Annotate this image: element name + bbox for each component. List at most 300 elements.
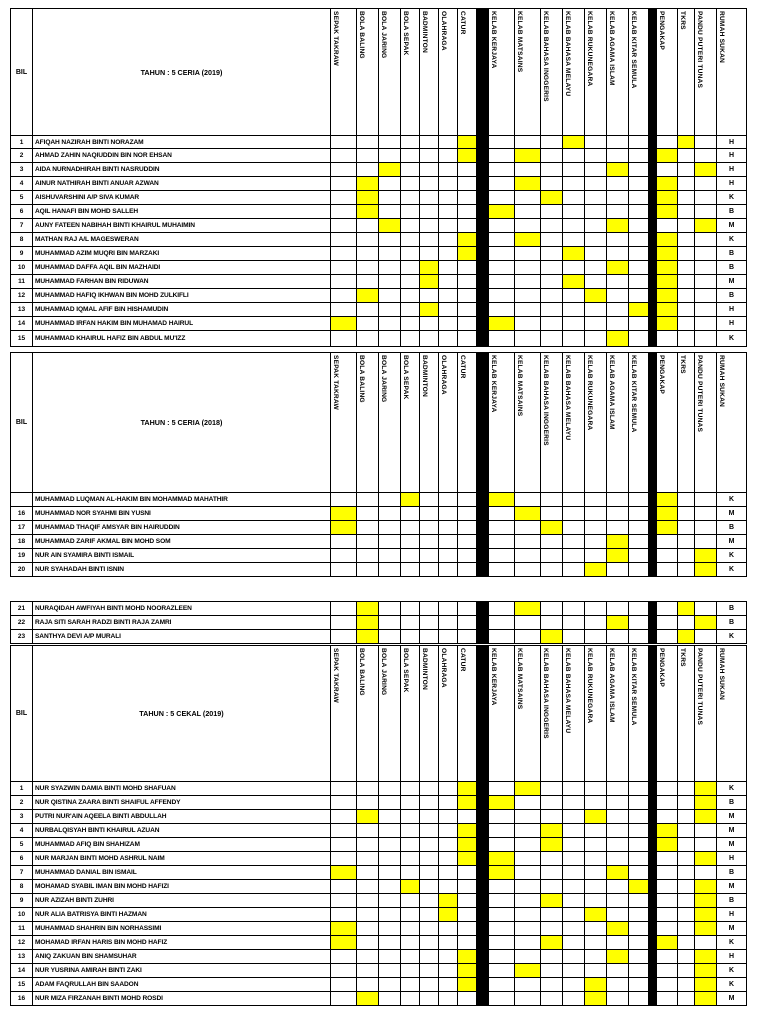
rumah-sukan-cell: H bbox=[717, 163, 747, 177]
activity-cell bbox=[629, 810, 649, 824]
activity-cell bbox=[585, 149, 607, 163]
activity-cell bbox=[585, 630, 607, 644]
activity-cell bbox=[629, 602, 649, 616]
column-divider bbox=[649, 630, 657, 644]
column-divider bbox=[649, 275, 657, 289]
activity-cell bbox=[331, 950, 357, 964]
activity-cell bbox=[541, 275, 563, 289]
activity-cell bbox=[695, 838, 717, 852]
column-divider bbox=[649, 950, 657, 964]
activity-cell bbox=[657, 289, 678, 303]
activity-cell bbox=[695, 317, 717, 331]
activity-cell bbox=[629, 616, 649, 630]
activity-cell bbox=[420, 602, 439, 616]
activity-cell bbox=[678, 549, 695, 563]
activity-cell bbox=[695, 950, 717, 964]
column-divider bbox=[477, 964, 489, 978]
activity-cell bbox=[607, 824, 629, 838]
activity-cell bbox=[678, 521, 695, 535]
column-divider bbox=[477, 149, 489, 163]
activity-cell bbox=[629, 317, 649, 331]
student-row bbox=[11, 978, 747, 992]
activity-cell bbox=[439, 978, 458, 992]
activity-cell bbox=[515, 894, 541, 908]
activity-cell bbox=[585, 964, 607, 978]
activity-cell bbox=[657, 810, 678, 824]
activity-cell bbox=[629, 880, 649, 894]
column-divider bbox=[649, 810, 657, 824]
activity-cell bbox=[420, 616, 439, 630]
activity-cell bbox=[585, 261, 607, 275]
row-number: 19 bbox=[11, 549, 33, 563]
activity-label: KELAB RUKUNEGARA bbox=[586, 355, 593, 431]
rumah-sukan-cell: K bbox=[717, 936, 747, 950]
column-divider bbox=[649, 838, 657, 852]
student-name: AIDA NURNADHIRAH BINTI NASRUDDIN bbox=[33, 163, 331, 177]
activity-cell bbox=[357, 992, 379, 1006]
row-number: 7 bbox=[11, 866, 33, 880]
student-row bbox=[11, 149, 747, 163]
activity-cell bbox=[401, 880, 420, 894]
activity-cell bbox=[401, 908, 420, 922]
student-row bbox=[11, 630, 747, 644]
activity-column-header bbox=[420, 646, 439, 782]
bil-header: BIL bbox=[11, 9, 33, 136]
student-name: MUHAMMAD AZIM MUQRI BIN MARZAKI bbox=[33, 247, 331, 261]
activity-cell bbox=[678, 602, 695, 616]
activity-cell bbox=[657, 275, 678, 289]
activity-cell bbox=[563, 261, 585, 275]
activity-cell bbox=[629, 950, 649, 964]
activity-cell bbox=[695, 866, 717, 880]
activity-cell bbox=[607, 630, 629, 644]
activity-cell bbox=[357, 261, 379, 275]
activity-column-header bbox=[563, 353, 585, 493]
activity-cell bbox=[657, 521, 678, 535]
column-divider bbox=[477, 978, 489, 992]
column-divider bbox=[477, 521, 489, 535]
activity-cell bbox=[439, 191, 458, 205]
activity-cell bbox=[331, 630, 357, 644]
activity-cell bbox=[657, 535, 678, 549]
column-divider bbox=[477, 163, 489, 177]
row-number: 8 bbox=[11, 880, 33, 894]
activity-cell bbox=[379, 964, 401, 978]
activity-cell bbox=[489, 866, 515, 880]
student-row bbox=[11, 535, 747, 549]
activity-cell bbox=[379, 880, 401, 894]
column-divider bbox=[649, 205, 657, 219]
activity-cell bbox=[489, 880, 515, 894]
activity-cell bbox=[401, 852, 420, 866]
activity-cell bbox=[420, 908, 439, 922]
student-row bbox=[11, 136, 747, 149]
activity-cell bbox=[489, 964, 515, 978]
activity-cell bbox=[489, 275, 515, 289]
student-row bbox=[11, 936, 747, 950]
activity-cell bbox=[439, 964, 458, 978]
activity-cell bbox=[629, 219, 649, 233]
activity-label: PANDU PUTERI TUNAS bbox=[696, 355, 703, 433]
activity-cell bbox=[657, 563, 678, 577]
activity-cell bbox=[607, 317, 629, 331]
activity-label: KELAB AGAMA ISLAM bbox=[608, 648, 615, 723]
activity-column-header bbox=[357, 353, 379, 493]
activity-cell bbox=[515, 247, 541, 261]
activity-cell bbox=[585, 521, 607, 535]
activity-cell bbox=[357, 191, 379, 205]
activity-cell bbox=[401, 317, 420, 331]
activity-cell bbox=[695, 563, 717, 577]
row-number: 13 bbox=[11, 303, 33, 317]
activity-label: KELAB KERJAYA bbox=[490, 11, 497, 69]
column-divider bbox=[477, 950, 489, 964]
column-divider bbox=[477, 261, 489, 275]
activity-cell bbox=[585, 616, 607, 630]
activity-cell bbox=[401, 303, 420, 317]
activity-cell bbox=[420, 964, 439, 978]
activity-cell bbox=[420, 275, 439, 289]
activity-cell bbox=[515, 493, 541, 507]
activity-cell bbox=[331, 149, 357, 163]
activity-cell bbox=[695, 535, 717, 549]
student-row bbox=[11, 191, 747, 205]
column-divider bbox=[649, 646, 657, 782]
activity-cell bbox=[607, 303, 629, 317]
row-number: 2 bbox=[11, 796, 33, 810]
student-name: SANTHYA DEVI A/P MURALI bbox=[33, 630, 331, 644]
activity-column-header bbox=[695, 646, 717, 782]
activity-cell bbox=[607, 521, 629, 535]
activity-cell bbox=[379, 866, 401, 880]
row-number: 22 bbox=[11, 616, 33, 630]
activity-cell bbox=[439, 177, 458, 191]
activity-cell bbox=[695, 549, 717, 563]
column-divider bbox=[649, 247, 657, 261]
activity-cell bbox=[657, 149, 678, 163]
rumah-sukan-cell: H bbox=[717, 317, 747, 331]
activity-cell bbox=[629, 507, 649, 521]
activity-cell bbox=[657, 177, 678, 191]
activity-cell bbox=[458, 275, 477, 289]
row-number: 23 bbox=[11, 630, 33, 644]
activity-cell bbox=[379, 191, 401, 205]
rumah-sukan-cell: B bbox=[717, 602, 747, 616]
activity-cell bbox=[458, 549, 477, 563]
student-row bbox=[11, 616, 747, 630]
activity-column-header bbox=[678, 646, 695, 782]
activity-cell bbox=[489, 289, 515, 303]
activity-cell bbox=[585, 191, 607, 205]
activity-cell bbox=[657, 261, 678, 275]
activity-cell bbox=[607, 136, 629, 149]
activity-cell bbox=[629, 782, 649, 796]
column-divider bbox=[477, 331, 489, 347]
activity-cell bbox=[357, 507, 379, 521]
activity-cell bbox=[401, 796, 420, 810]
activity-cell bbox=[629, 177, 649, 191]
student-name: MUHAMMAD IRFAN HAKIM BIN MUHAMAD HAIRUL bbox=[33, 317, 331, 331]
activity-cell bbox=[439, 275, 458, 289]
activity-cell bbox=[379, 219, 401, 233]
activity-column-header bbox=[420, 9, 439, 136]
activity-cell bbox=[331, 233, 357, 247]
row-number: 13 bbox=[11, 950, 33, 964]
activity-cell bbox=[515, 810, 541, 824]
activity-cell bbox=[607, 894, 629, 908]
activity-cell bbox=[678, 535, 695, 549]
rumah-sukan-cell: K bbox=[717, 782, 747, 796]
column-divider bbox=[477, 177, 489, 191]
activity-cell bbox=[607, 535, 629, 549]
activity-cell bbox=[657, 233, 678, 247]
activity-cell bbox=[439, 602, 458, 616]
activity-cell bbox=[657, 331, 678, 347]
activity-column-header bbox=[379, 646, 401, 782]
activity-cell bbox=[678, 289, 695, 303]
activity-label: KELAB KITAR SEMULA bbox=[630, 355, 637, 433]
activity-cell bbox=[541, 866, 563, 880]
student-row bbox=[11, 205, 747, 219]
activity-cell bbox=[458, 824, 477, 838]
activity-cell bbox=[379, 908, 401, 922]
activity-cell bbox=[489, 782, 515, 796]
row-number: 17 bbox=[11, 521, 33, 535]
header-row bbox=[11, 9, 747, 136]
activity-cell bbox=[331, 136, 357, 149]
activity-cell bbox=[585, 922, 607, 936]
column-divider bbox=[477, 602, 489, 616]
activity-cell bbox=[357, 219, 379, 233]
activity-cell bbox=[379, 616, 401, 630]
column-divider bbox=[477, 191, 489, 205]
activity-cell bbox=[379, 602, 401, 616]
activity-cell bbox=[678, 796, 695, 810]
activity-cell bbox=[678, 880, 695, 894]
activity-cell bbox=[515, 149, 541, 163]
activity-cell bbox=[420, 493, 439, 507]
activity-cell bbox=[629, 493, 649, 507]
activity-cell bbox=[585, 289, 607, 303]
activity-cell bbox=[695, 824, 717, 838]
column-divider bbox=[477, 353, 489, 493]
activity-cell bbox=[439, 852, 458, 866]
activity-cell bbox=[489, 219, 515, 233]
activity-cell bbox=[607, 838, 629, 852]
student-row bbox=[11, 866, 747, 880]
activity-cell bbox=[563, 275, 585, 289]
column-divider bbox=[477, 219, 489, 233]
student-row bbox=[11, 796, 747, 810]
activity-cell bbox=[695, 616, 717, 630]
activity-column-header bbox=[541, 9, 563, 136]
student-name: AQIL HANAFI BIN MOHD SALLEH bbox=[33, 205, 331, 219]
activity-cell bbox=[379, 549, 401, 563]
activity-cell bbox=[563, 535, 585, 549]
activity-cell bbox=[439, 205, 458, 219]
activity-cell bbox=[357, 247, 379, 261]
row-number: 1 bbox=[11, 782, 33, 796]
student-name: NUR YUSRINA AMIRAH BINTI ZAKI bbox=[33, 964, 331, 978]
activity-cell bbox=[379, 149, 401, 163]
activity-cell bbox=[379, 563, 401, 577]
activity-cell bbox=[515, 824, 541, 838]
activity-cell bbox=[678, 136, 695, 149]
activity-cell bbox=[629, 922, 649, 936]
activity-cell bbox=[585, 852, 607, 866]
activity-cell bbox=[379, 493, 401, 507]
activity-cell bbox=[357, 880, 379, 894]
activity-column-header bbox=[515, 9, 541, 136]
column-divider bbox=[649, 796, 657, 810]
activity-cell bbox=[629, 205, 649, 219]
student-name: NURBALQISYAH BINTI KHAIRUL AZUAN bbox=[33, 824, 331, 838]
activity-cell bbox=[439, 535, 458, 549]
activity-cell bbox=[541, 992, 563, 1006]
activity-cell bbox=[607, 289, 629, 303]
student-row bbox=[11, 950, 747, 964]
activity-cell bbox=[357, 978, 379, 992]
activity-cell bbox=[458, 331, 477, 347]
column-divider bbox=[477, 493, 489, 507]
activity-cell bbox=[420, 317, 439, 331]
activity-cell bbox=[331, 922, 357, 936]
activity-cell bbox=[695, 331, 717, 347]
activity-cell bbox=[585, 493, 607, 507]
column-divider bbox=[649, 852, 657, 866]
activity-cell bbox=[439, 549, 458, 563]
activity-cell bbox=[541, 149, 563, 163]
activity-column-header bbox=[541, 646, 563, 782]
activity-cell bbox=[331, 880, 357, 894]
activity-cell bbox=[563, 163, 585, 177]
activity-column-header bbox=[458, 9, 477, 136]
activity-label: RUMAH SUKAN bbox=[718, 355, 725, 408]
column-divider bbox=[477, 563, 489, 577]
activity-cell bbox=[331, 824, 357, 838]
activity-cell bbox=[695, 219, 717, 233]
activity-cell bbox=[458, 950, 477, 964]
column-divider bbox=[649, 163, 657, 177]
student-name: MUHAMMAD DAFFA AQIL BIN MAZHAIDI bbox=[33, 261, 331, 275]
activity-cell bbox=[420, 535, 439, 549]
activity-cell bbox=[401, 261, 420, 275]
activity-cell bbox=[515, 261, 541, 275]
activity-label: KELAB BAHASA MELAYU bbox=[564, 648, 571, 734]
activity-label: KELAB KITAR SEMULA bbox=[630, 648, 637, 726]
row-number: 12 bbox=[11, 289, 33, 303]
activity-column-header bbox=[695, 353, 717, 493]
activity-cell bbox=[401, 950, 420, 964]
student-name: NURAQIDAH AWFIYAH BINTI MOHD NOORAZLEEN bbox=[33, 602, 331, 616]
column-divider bbox=[477, 247, 489, 261]
activity-cell bbox=[657, 219, 678, 233]
activity-cell bbox=[695, 289, 717, 303]
activity-cell bbox=[331, 275, 357, 289]
activity-label: BOLA BALING bbox=[358, 11, 365, 59]
activity-cell bbox=[331, 852, 357, 866]
activity-cell bbox=[629, 191, 649, 205]
column-divider bbox=[649, 880, 657, 894]
activity-cell bbox=[678, 507, 695, 521]
activity-column-header bbox=[331, 646, 357, 782]
activity-cell bbox=[439, 810, 458, 824]
student-name: MUHAMMAD DANIAL BIN ISMAIL bbox=[33, 866, 331, 880]
student-row bbox=[11, 163, 747, 177]
activity-cell bbox=[657, 247, 678, 261]
activity-cell bbox=[489, 992, 515, 1006]
activity-cell bbox=[629, 149, 649, 163]
activity-cell bbox=[357, 630, 379, 644]
activity-column-header bbox=[515, 353, 541, 493]
activity-cell bbox=[379, 205, 401, 219]
activity-cell bbox=[401, 964, 420, 978]
activity-cell bbox=[379, 163, 401, 177]
column-divider bbox=[477, 880, 489, 894]
activity-cell bbox=[439, 992, 458, 1006]
student-row bbox=[11, 602, 747, 616]
student-name: AINUR NATHIRAH BINTI ANUAR AZWAN bbox=[33, 177, 331, 191]
activity-cell bbox=[379, 630, 401, 644]
activity-cell bbox=[678, 992, 695, 1006]
column-divider bbox=[477, 9, 489, 136]
student-row bbox=[11, 233, 747, 247]
activity-cell bbox=[541, 810, 563, 824]
student-row bbox=[11, 177, 747, 191]
activity-label: PENGAKAP bbox=[658, 355, 665, 394]
activity-cell bbox=[563, 563, 585, 577]
activity-cell bbox=[439, 219, 458, 233]
activity-cell bbox=[563, 205, 585, 219]
activity-cell bbox=[420, 824, 439, 838]
activity-cell bbox=[695, 852, 717, 866]
activity-cell bbox=[331, 493, 357, 507]
activity-cell bbox=[563, 317, 585, 331]
activity-cell bbox=[585, 507, 607, 521]
activity-cell bbox=[379, 303, 401, 317]
activity-cell bbox=[420, 950, 439, 964]
activity-column-header bbox=[401, 646, 420, 782]
class-title: TAHUN : 5 CERIA (2018) bbox=[33, 353, 331, 493]
activity-cell bbox=[541, 616, 563, 630]
activity-cell bbox=[541, 549, 563, 563]
activity-cell bbox=[607, 866, 629, 880]
activity-cell bbox=[420, 136, 439, 149]
activity-cell bbox=[458, 908, 477, 922]
activity-cell bbox=[331, 331, 357, 347]
activity-cell bbox=[541, 908, 563, 922]
class-title: TAHUN : 5 CEKAL (2019) bbox=[33, 646, 331, 782]
activity-cell bbox=[515, 521, 541, 535]
activity-cell bbox=[379, 136, 401, 149]
student-row bbox=[11, 992, 747, 1006]
activity-cell bbox=[439, 493, 458, 507]
activity-cell bbox=[458, 838, 477, 852]
activity-cell bbox=[458, 507, 477, 521]
activity-cell bbox=[563, 219, 585, 233]
activity-cell bbox=[458, 616, 477, 630]
activity-label: KELAB AGAMA ISLAM bbox=[608, 11, 615, 86]
rumah-sukan-cell: K bbox=[717, 549, 747, 563]
activity-cell bbox=[401, 894, 420, 908]
activity-cell bbox=[331, 992, 357, 1006]
activity-cell bbox=[515, 331, 541, 347]
activity-cell bbox=[458, 782, 477, 796]
activity-cell bbox=[379, 950, 401, 964]
activity-label: PANDU PUTERI TUNAS bbox=[696, 11, 703, 89]
activity-label: KELAB KERJAYA bbox=[490, 355, 497, 413]
activity-cell bbox=[379, 852, 401, 866]
